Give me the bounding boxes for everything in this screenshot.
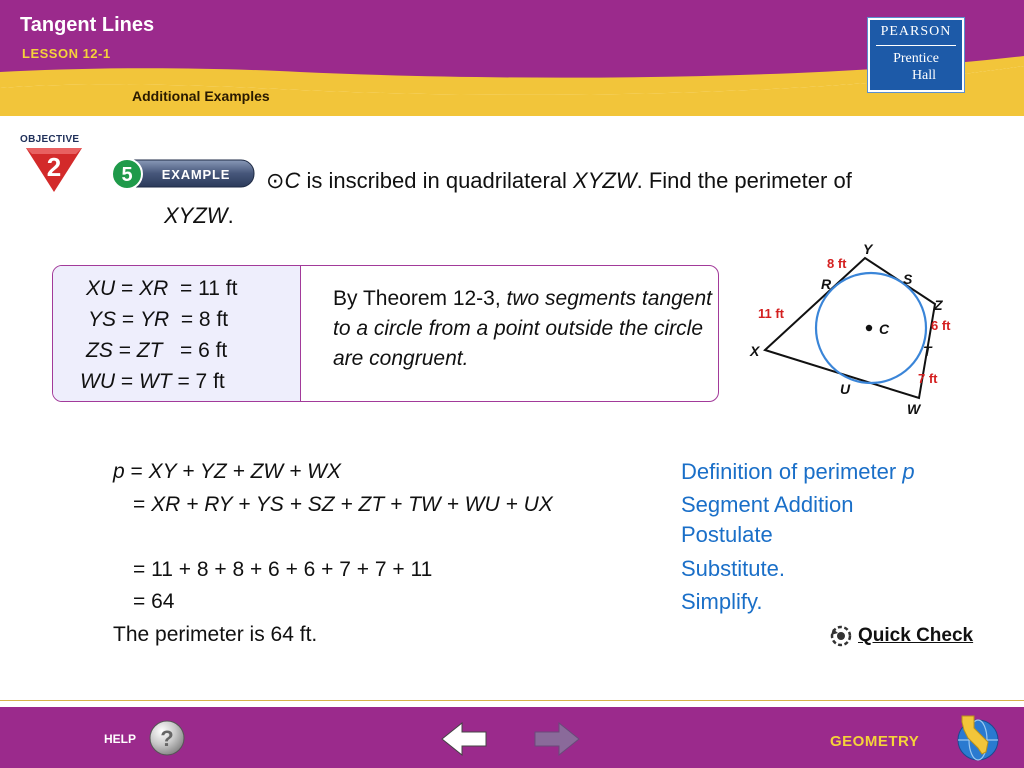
circle-symbol: ⊙ [266, 168, 285, 193]
given-row [80, 370, 225, 394]
given-eq: = [121, 308, 135, 331]
given-equations-panel [53, 266, 301, 401]
objective-badge [18, 132, 90, 196]
example-label: EXAMPLE [161, 167, 231, 182]
work-eq: = [124, 460, 149, 483]
given-value: = 8 ft [180, 308, 229, 331]
work-line-1 [113, 460, 341, 484]
reason-4: Simplify. [681, 589, 763, 614]
publisher-logo [868, 18, 964, 92]
given-value: = 7 ft [177, 370, 225, 393]
given-rhs: ZT [136, 339, 163, 362]
theorem-statement: two segments tangent to a circle from a point outside the circle are congruent. [333, 287, 712, 370]
tangent-t-label: T [923, 343, 932, 359]
given-value: = 11 ft [180, 277, 238, 300]
given-rhs: XR [139, 277, 169, 300]
help-glyph: ? [160, 726, 174, 751]
header-banner [0, 0, 1024, 118]
length-zt-label: 6 ft [931, 318, 951, 333]
help-label: HELP [104, 732, 137, 746]
help-icon [148, 719, 186, 757]
given-eq: = [120, 370, 134, 393]
objective-number: 2 [46, 152, 62, 182]
center-label: C [879, 321, 890, 337]
theorem-text [333, 284, 713, 374]
help-button[interactable] [148, 719, 186, 757]
example-badge [110, 157, 256, 191]
given-row [88, 308, 228, 332]
work-line-2 [133, 493, 553, 517]
tangent-u-label: U [840, 381, 851, 397]
work-expr: XY + YZ + ZW + WX [148, 460, 341, 483]
publisher-logo-line1: PEARSON [880, 24, 952, 39]
example-number: 5 [121, 164, 133, 186]
back-arrow-icon [440, 722, 488, 756]
reason-1-var: p [902, 459, 915, 484]
forward-arrow-icon [533, 722, 581, 756]
section-label: Additional Examples [132, 88, 270, 104]
problem-text-b: . Find the perimeter of [636, 168, 852, 193]
work-eq: = [133, 493, 152, 516]
diagram-graphic [745, 238, 970, 423]
work-expr: XR + RY + YS + SZ + ZT + TW + WU + UX [151, 493, 553, 516]
objective-label: OBJECTIVE [20, 134, 80, 145]
quadrilateral-name: XYZW [573, 168, 637, 193]
given-box [52, 265, 719, 402]
problem-statement-line2 [164, 201, 234, 231]
publisher-logo-divider [876, 45, 956, 46]
given-eq: = [121, 277, 134, 300]
vertex-x-label: X [750, 343, 760, 359]
work-var-p: p [113, 460, 125, 483]
center-point [866, 325, 872, 331]
reason-3: Substitute. [681, 556, 785, 581]
tangent-s-label: S [903, 271, 913, 287]
quick-check-icon [828, 623, 854, 649]
previous-button[interactable] [440, 722, 488, 756]
footer-bar [0, 707, 1024, 768]
problem-period: . [227, 203, 234, 228]
given-lhs: WU [80, 370, 115, 393]
reason-1-text: Definition of perimeter [681, 459, 903, 484]
given-eq: = [118, 339, 131, 362]
quadrilateral-diagram [745, 238, 970, 423]
reason-2b: Postulate [681, 522, 773, 547]
globe-icon [954, 712, 1002, 764]
vertex-w-label: W [907, 401, 921, 417]
lesson-number: LESSON 12-1 [22, 46, 111, 61]
work-line-3: = 11 + 8 + 8 + 6 + 6 + 7 + 7 + 11 [133, 558, 433, 581]
footer-divider [0, 700, 1024, 701]
length-yr-label: 8 ft [827, 256, 847, 271]
quick-check-link[interactable] [828, 622, 973, 650]
reason-1 [681, 459, 915, 485]
problem-statement [266, 166, 852, 196]
tangent-r-label: R [821, 276, 832, 292]
next-button[interactable] [533, 722, 581, 756]
quick-check-label[interactable]: Quick Check [858, 625, 974, 646]
vertex-y-label: Y [863, 241, 873, 257]
subject-label: GEOMETRY [830, 733, 920, 750]
problem-text-a: is inscribed in quadrilateral [300, 168, 574, 193]
example-badge-graphic [110, 157, 256, 191]
given-lhs: YS [88, 308, 117, 331]
reason-2a: Segment Addition [681, 492, 854, 517]
length-xr-label: 11 ft [758, 306, 785, 321]
circle-name: C [284, 168, 301, 193]
given-row [86, 339, 227, 363]
work-line-4: = 64 [133, 590, 175, 613]
objective-triangle-icon [18, 132, 90, 196]
globe-graphic [954, 712, 1002, 764]
quadrilateral-name-2: XYZW [164, 203, 228, 228]
length-wt-label: 7 ft [918, 371, 938, 386]
given-value: = 6 ft [179, 339, 228, 362]
publisher-logo-line2: Prentice [893, 51, 939, 66]
vertex-z-label: Z [934, 297, 943, 313]
lesson-title: Tangent Lines [20, 14, 155, 36]
conclusion: The perimeter is 64 ft. [113, 623, 318, 646]
given-row [86, 277, 237, 301]
given-lhs: XU [86, 277, 116, 300]
given-rhs: WT [138, 370, 172, 393]
given-lhs: ZS [86, 339, 113, 362]
theorem-intro: By Theorem 12-3, [333, 287, 507, 310]
publisher-logo-line3: Hall [911, 68, 937, 83]
given-rhs: YR [139, 308, 170, 331]
